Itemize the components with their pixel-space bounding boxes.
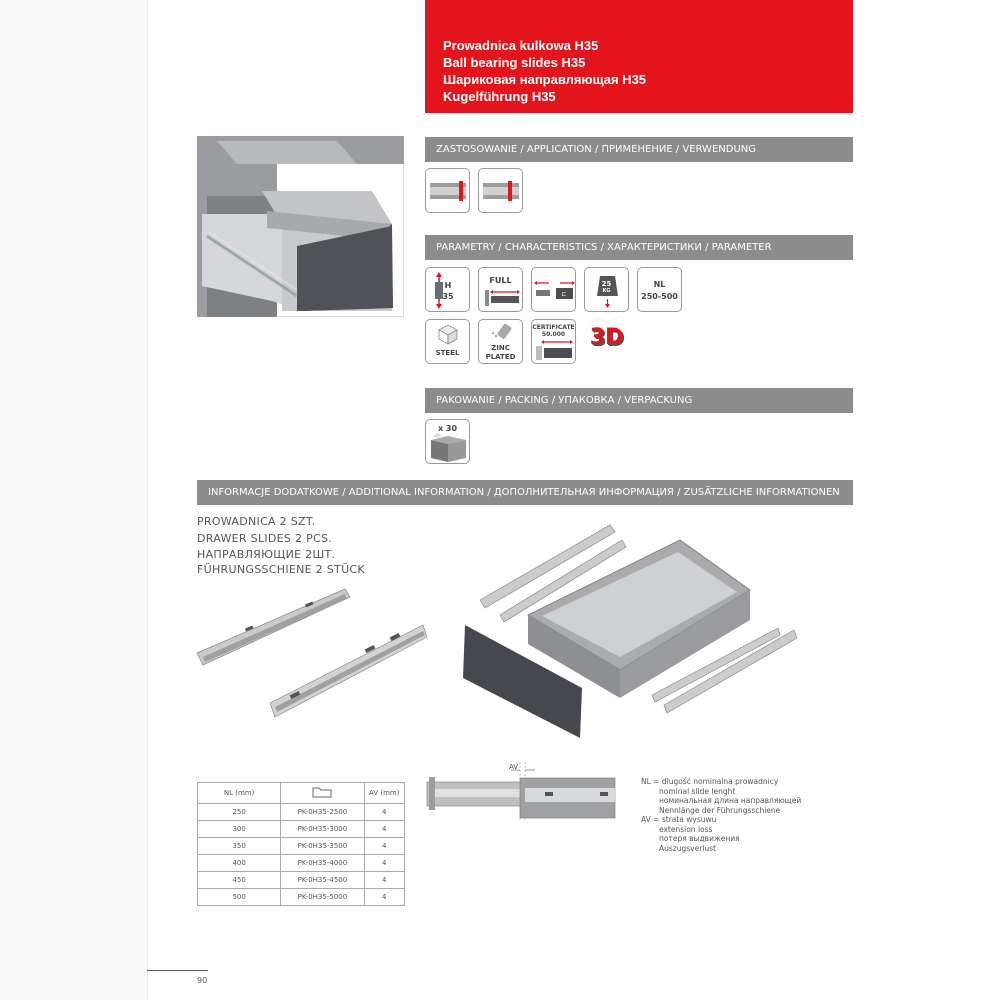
included-de: FÜHRUNGSSCHIENE 2 STÜCK [197, 563, 365, 576]
legend-nl-ru: номинальная длина направляющей [659, 796, 802, 805]
certificate-icon [531, 319, 576, 364]
zinc-plated-icon [478, 319, 523, 364]
application-icon-full-extension [425, 168, 470, 213]
cell-nl: 250 [198, 804, 281, 821]
nl-label: NL [653, 280, 666, 289]
cell-code: PK-0H35-3500 [281, 838, 364, 855]
3d-label: 3D [589, 325, 624, 350]
table-row [198, 872, 405, 889]
rail-clip-icon [532, 268, 576, 312]
cube-icon [426, 320, 470, 364]
cell-nl: 500 [198, 889, 281, 906]
page-margin [0, 0, 148, 1000]
legend-av-ru: потеря выдвижения [659, 834, 740, 843]
section-packing: PAKOWANIE / PACKING / УПАКОВКА / VERPACKUNG [425, 388, 853, 413]
section-characteristics: PARAMETRY / CHARACTERISTICS / ХАРАКТЕРИСТИКИ / PARAMETER [425, 235, 853, 260]
slide-size-table [197, 782, 405, 906]
title-ru: Шариковая направляющая H35 [443, 72, 647, 87]
cell-code: PK-0H35-5000 [281, 889, 364, 906]
table-row [198, 821, 405, 838]
included-ru: НАПРАВЛЯЮЩИЕ 2ШТ. [197, 548, 336, 561]
legend-nl-de: Nennlänge der Führungsschiene [659, 805, 781, 815]
packing-quantity-icon [425, 419, 470, 464]
legend-av-de: Auszugsverlust [659, 843, 716, 853]
application-icon-partial-extension [478, 168, 523, 213]
header-av: AV (mm) [364, 783, 404, 804]
full-label: FULL [489, 276, 512, 285]
cell-nl: 350 [198, 838, 281, 855]
title-en: Ball bearing slides H35 [443, 55, 586, 70]
slide-2 [270, 625, 427, 717]
header-folder [281, 783, 364, 804]
included-pl: PROWADNICA 2 SZT. [197, 515, 316, 528]
title-de: Kugelführung H35 [443, 89, 556, 104]
nl-range: 250-500 [641, 292, 678, 301]
slide-pair-image [195, 585, 430, 720]
legend-av-en: extension loss [659, 824, 713, 834]
legend [641, 777, 801, 853]
zinc-label-1: ZINC [491, 344, 510, 352]
cell-code: PK-0H35-3000 [281, 821, 364, 838]
cell-av: 4 [364, 821, 404, 838]
cell-code: PK-0H35-4500 [281, 872, 364, 889]
cert-label: CERTIFICATE [532, 324, 575, 331]
cell-code: PK-0H35-2500 [281, 804, 364, 821]
title-block [425, 0, 853, 113]
exploded-drawer-image [460, 520, 800, 740]
cycle-arrow-icon [532, 320, 576, 364]
table-row [198, 838, 405, 855]
steel-label: STEEL [435, 349, 460, 357]
mounting-icon [531, 267, 576, 312]
height-label: H [444, 281, 452, 290]
height-value: 35 [442, 292, 454, 301]
box-icon [426, 420, 470, 464]
cell-av: 4 [364, 804, 404, 821]
height-icon [425, 267, 470, 312]
legend-av: AV = strata wysuwu [641, 815, 717, 824]
table-header-row [198, 783, 405, 804]
cell-nl: 300 [198, 821, 281, 838]
cell-av: 4 [364, 889, 404, 906]
pack-qty: x 30 [437, 424, 458, 433]
cell-nl: 450 [198, 872, 281, 889]
table-row [198, 804, 405, 821]
table-row [198, 855, 405, 872]
load-value: 25 [601, 280, 612, 288]
cabinet-drawer-image [197, 136, 404, 317]
legend-nl-en: nominal slide lenght [659, 786, 736, 796]
title-pl: Prowadnica kulkowa H35 [443, 38, 599, 53]
included-en: DRAWER SLIDES 2 PCS. [197, 532, 333, 545]
page-rule [147, 970, 208, 971]
extension-arrow-icon [479, 268, 523, 312]
steel-icon [425, 319, 470, 364]
zinc-label-2: PLATED [485, 353, 516, 361]
rail-side-icon [426, 169, 470, 213]
section-application: ZASTOSOWANIE / APPLICATION / ПРИМЕНЕНИЕ / VERWENDUNG [425, 137, 853, 162]
load-unit: KG [602, 288, 611, 294]
cell-code: PK-0H35-4000 [281, 855, 364, 872]
svg-text:⊏: ⊏ [561, 291, 567, 298]
table-row [198, 889, 405, 906]
cell-av: 4 [364, 838, 404, 855]
3d-model-icon [584, 319, 629, 364]
height-arrow-icon [426, 268, 470, 312]
load-capacity-icon [584, 267, 629, 312]
cert-value: 50.000 [541, 331, 566, 338]
page-number: 90 [197, 976, 208, 985]
folder-icon [312, 786, 332, 798]
full-extension-icon [478, 267, 523, 312]
cell-av: 4 [364, 855, 404, 872]
section-additional: INFORMACJE DODATKOWE / ADDITIONAL INFORMATION / ДОПОЛНИТЕЛЬНАЯ ИНФОРМАЦИЯ / ZUSÄTZLICHE INFORMATIONEN [197, 480, 853, 505]
header-nl: NL (mm) [198, 783, 281, 804]
cell-av: 4 [364, 872, 404, 889]
slide-1 [197, 589, 350, 665]
nominal-length-icon [637, 267, 682, 312]
slide-side-view-diagram [425, 760, 635, 822]
cell-nl: 400 [198, 855, 281, 872]
legend-nl: NL = długość nominalna prowadnicy [641, 777, 779, 786]
rail-side-icon [479, 169, 523, 213]
av-label: AV [509, 763, 519, 771]
